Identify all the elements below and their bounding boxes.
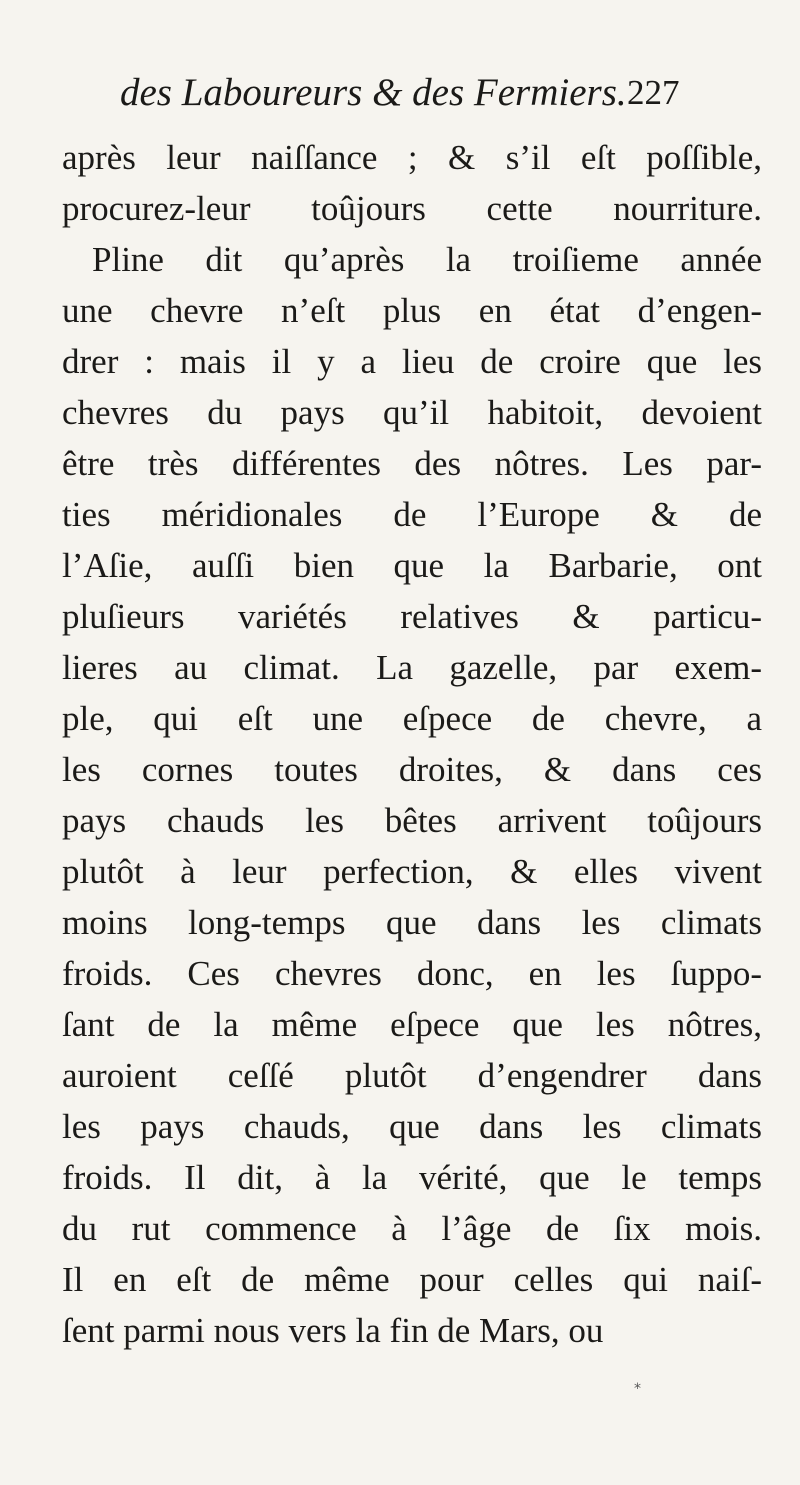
- text-line: ſent parmi nous vers la fin de Mars, ou: [62, 1311, 604, 1350]
- text-line: du rut commence à l’âge de ſix mois.: [62, 1209, 762, 1248]
- text-line: Pline dit qu’après la troiſieme année: [92, 240, 762, 279]
- text-line: les pays chauds, que dans les climats: [62, 1107, 762, 1146]
- text-line: une chevre n’eſt plus en état d’engen-: [62, 291, 762, 330]
- text-line: lieres au climat. La gazelle, par exem-: [62, 648, 762, 687]
- text-line: plutôt à leur perfection, & elles vivent: [62, 852, 762, 891]
- text-line: après leur naiſſance ; & s’il eſt poſſible,: [62, 138, 762, 177]
- text-line: pays chauds les bêtes arrivent toûjours: [62, 801, 762, 840]
- body-text: [62, 132, 762, 1356]
- text-line: ple, qui eſt une eſpece de chevre, a: [62, 699, 762, 738]
- footer-mark: *: [634, 1381, 641, 1397]
- text-line: froids. Il dit, à la vérité, que le temps: [62, 1158, 762, 1197]
- text-line: procurez-leur toûjours cette nourriture.: [62, 189, 762, 228]
- text-line: drer : mais il y a lieu de croire que les: [62, 342, 762, 381]
- text-line: auroient ceſſé plutôt d’engendrer dans: [62, 1056, 762, 1095]
- text-line: pluſieurs variétés relatives & particu-: [62, 597, 762, 636]
- text-line: ties méridionales de l’Europe & de: [62, 495, 762, 534]
- running-head: [0, 68, 800, 118]
- text-line: l’Aſie, auſſi bien que la Barbarie, ont: [62, 546, 762, 585]
- running-title: des Laboureurs & des Fermiers.: [120, 71, 627, 114]
- text-line: moins long-temps que dans les climats: [62, 903, 762, 942]
- text-line: être très différentes des nôtres. Les par-: [62, 444, 762, 483]
- page-number: 227: [627, 73, 680, 112]
- text-line: Il en eſt de même pour celles qui naiſ-: [62, 1260, 762, 1299]
- text-line: les cornes toutes droites, & dans ces: [62, 750, 762, 789]
- text-line: froids. Ces chevres donc, en les ſuppo-: [62, 954, 762, 993]
- text-line: chevres du pays qu’il habitoit, devoient: [62, 393, 762, 432]
- text-line: ſant de la même eſpece que les nôtres,: [62, 1005, 762, 1044]
